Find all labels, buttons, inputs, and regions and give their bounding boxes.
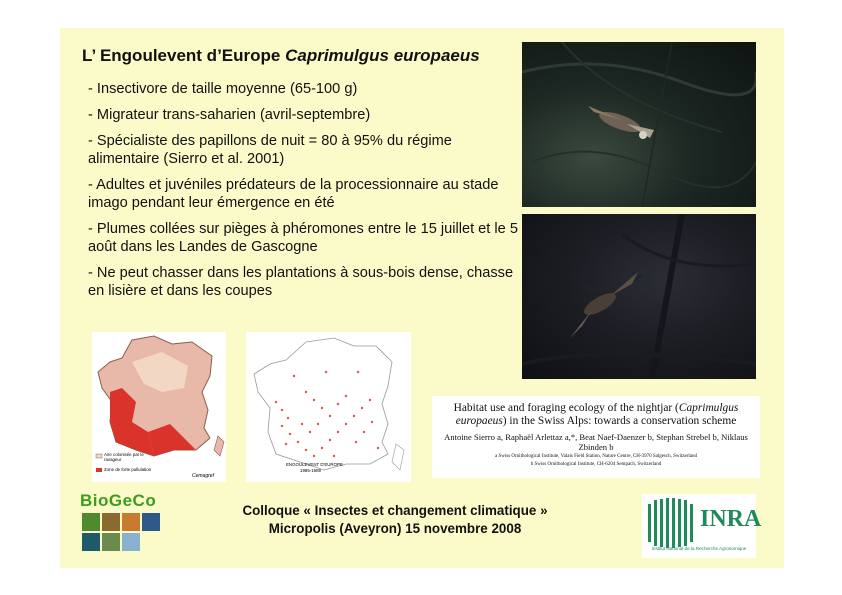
- reference-paper: [432, 396, 760, 478]
- processionary-map: [92, 332, 226, 482]
- biogeco-wordmark: BioGeCo: [80, 491, 157, 510]
- conference-line-2: Micropolis (Aveyron) 15 novembre 2008: [268, 521, 522, 536]
- bullet-feathers: - Plumes collées sur pièges à phéromones entre le 15 juillet et le 5 août dans les Landes de Gascogne: [88, 221, 518, 255]
- slide-title: [82, 46, 480, 66]
- slide: [60, 28, 784, 568]
- paper-title-a: Habitat use and foraging ecology of the nightjar (: [453, 402, 679, 414]
- nightjar-distribution-map: [246, 332, 411, 482]
- bullet-list: [88, 80, 518, 308]
- paper-authors: Antoine Sierro a, Raphaël Arlettaz a,*, Beat Naef-Daenzer b, Stephan Strebel b, Niklaus Zbinden b: [444, 432, 748, 452]
- bullet-weight: - Insectivore de taille moyenne (65-100 g): [88, 81, 358, 97]
- paper-title: [432, 402, 760, 428]
- title-text: L’ Engoulevent d’Europe: [82, 46, 286, 65]
- nightjar-photo-1-image: [522, 42, 756, 207]
- paper-affiliation-1: a Swiss Ornithological Institute, Valais Field Station, Nature Centre, CH-3970 Salgesch, Switzerland: [495, 454, 697, 459]
- paper-title-species: Caprimulgus europaeus: [455, 402, 739, 427]
- nightjar-photo-2-image: [522, 214, 756, 379]
- title-species: Caprimulgus europaeus: [285, 46, 480, 65]
- biogeco-logo: [80, 491, 176, 556]
- france-map-nightjar-dots: [246, 332, 411, 482]
- nightjar-photo-2: [522, 214, 756, 379]
- paper-affiliation-2: b Swiss Ornithological Institute, CH-6204 Sempach, Switzerland: [530, 462, 662, 467]
- bullet-predation: - Adultes et juvéniles prédateurs de la processionnaire au stade imago pendant leur émergence en été: [88, 177, 499, 211]
- map1-legend-2: Zone de forte pullulation: [104, 467, 152, 472]
- distribution-dots: [275, 371, 379, 457]
- inra-subtitle: Institut National de la Recherche Agronomique: [651, 546, 747, 551]
- map1-legend-1: Aire colonisée par le ravageur: [104, 452, 144, 462]
- paper-title-b: ) in the Swiss Alps: towards a conservation scheme: [502, 415, 737, 427]
- conference-line-1: Colloque « Insectes et changement climatique »: [242, 503, 548, 518]
- bullet-diet: - Spécialiste des papillons de nuit = 80 à 95% du régime alimentaire (Sierro et al. 2001): [88, 133, 452, 167]
- inra-emblem-icon: [644, 498, 700, 548]
- bullet-migration: - Migrateur trans-saharien (avril-septembre): [88, 107, 371, 123]
- inra-wordmark: INRA: [700, 506, 762, 532]
- map2-years: 1985-1989: [300, 468, 321, 473]
- map1-credit: Cemagref: [192, 473, 214, 479]
- map2-caption: ENGOULEVENT D'EUROPE: [286, 462, 343, 467]
- biogeco-image-tiles: [80, 511, 176, 556]
- inra-logo: [642, 494, 762, 558]
- bullet-hunting: - Ne peut chasser dans les plantations à sous-bois dense, chasse en lisière et dans les coupes: [88, 265, 514, 299]
- conference-footer: [230, 502, 560, 538]
- nightjar-photo-1: [522, 42, 756, 207]
